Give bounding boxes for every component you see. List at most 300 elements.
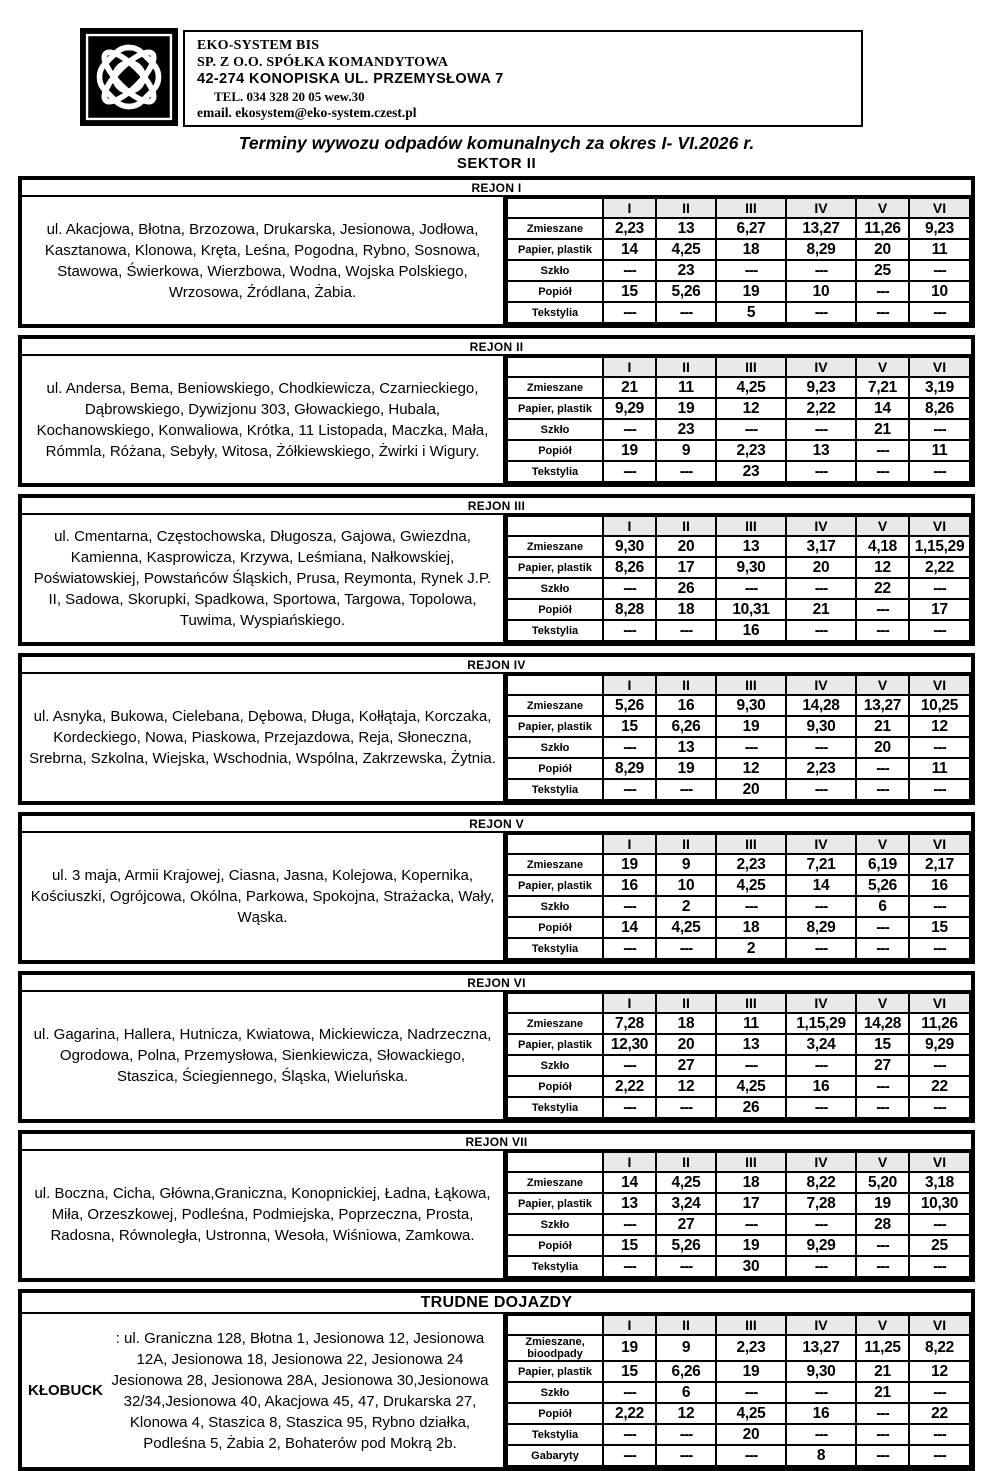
value-cell: 6	[656, 1382, 716, 1403]
value-cell: 2,22	[603, 1403, 656, 1424]
value-cell: 4,25	[656, 1172, 716, 1193]
value-cell-empty: ---	[856, 302, 909, 323]
schedule-row-szk-o	[507, 1382, 970, 1403]
month-header-cell: IV	[786, 198, 856, 218]
value-cell: 22	[909, 1076, 970, 1097]
sections-container	[18, 176, 975, 1471]
street-list: ul. 3 maja, Armii Krajowej, Ciasna, Jasna, Kolejowa, Kopernika, Kościuszki, Ogrójcowa, Okólna, Parkowa, Spokojna, Strażacka, Wały, Wąska.	[22, 833, 506, 960]
section-rejon-ii	[18, 335, 975, 487]
value-cell-empty: ---	[856, 758, 909, 779]
value-cell-empty: ---	[656, 302, 716, 323]
value-cell: 16	[909, 875, 970, 896]
row-label: Tekstylia	[507, 620, 603, 641]
value-cell: 9,30	[716, 557, 786, 578]
value-cell: 18	[656, 599, 716, 620]
value-cell: 26	[656, 578, 716, 599]
month-header-cell: V	[856, 675, 909, 695]
row-label: Tekstylia	[507, 1256, 603, 1277]
month-header-cell: IV	[786, 516, 856, 536]
value-cell: 2,23	[716, 854, 786, 875]
row-label: Papier, plastik	[507, 557, 603, 578]
value-cell-empty: ---	[716, 578, 786, 599]
value-cell-empty: ---	[909, 737, 970, 758]
month-header-row	[507, 1152, 970, 1172]
section-body	[22, 674, 971, 801]
value-cell-empty: ---	[856, 1235, 909, 1256]
value-cell: 13	[786, 440, 856, 461]
month-header-cell: II	[656, 993, 716, 1013]
value-cell: 3,24	[786, 1034, 856, 1055]
value-cell-empty: ---	[786, 1214, 856, 1235]
value-cell: 9	[656, 854, 716, 875]
row-label: Zmieszane	[507, 1172, 603, 1193]
value-cell: 17	[909, 599, 970, 620]
value-cell-empty: ---	[856, 1445, 909, 1466]
value-cell: 15	[856, 1034, 909, 1055]
value-cell: 21	[856, 1361, 909, 1382]
value-cell: 9,23	[786, 377, 856, 398]
schedule-row-papier-plastik	[507, 1193, 970, 1214]
value-cell: 10	[786, 281, 856, 302]
schedule-row-zmieszane-bioodpady	[507, 1335, 970, 1361]
month-header-cell: VI	[909, 1315, 970, 1335]
schedule-row-popi	[507, 1076, 970, 1097]
month-header-row	[507, 993, 970, 1013]
month-header-cell: VI	[909, 516, 970, 536]
section-title: REJON II	[22, 339, 971, 356]
celtic-knot-icon	[75, 28, 183, 126]
value-cell: 11,25	[856, 1335, 909, 1361]
value-cell: 5,26	[656, 281, 716, 302]
value-cell-empty: ---	[786, 419, 856, 440]
value-cell-empty: ---	[786, 779, 856, 800]
value-cell: 14	[786, 875, 856, 896]
row-label: Zmieszane, bioodpady	[507, 1335, 603, 1361]
value-cell: 4,25	[656, 239, 716, 260]
value-cell-empty: ---	[909, 1256, 970, 1277]
value-cell: 21	[603, 377, 656, 398]
value-cell-empty: ---	[856, 1256, 909, 1277]
month-header-cell: III	[716, 675, 786, 695]
month-header-row	[507, 516, 970, 536]
month-header-cell: IV	[786, 1152, 856, 1172]
schedule-row-popi	[507, 1403, 970, 1424]
schedule-table	[506, 515, 971, 642]
row-label: Popiół	[507, 281, 603, 302]
value-cell: 8,26	[603, 557, 656, 578]
value-cell: 3,18	[909, 1172, 970, 1193]
corner-cell	[507, 834, 603, 854]
section-title: REJON V	[22, 816, 971, 833]
schedule-row-szk-o	[507, 896, 970, 917]
value-cell-empty: ---	[856, 1097, 909, 1118]
row-label: Popiół	[507, 440, 603, 461]
schedule-row-papier-plastik	[507, 398, 970, 419]
value-cell: 15	[603, 281, 656, 302]
row-label: Gabaryty	[507, 1445, 603, 1466]
value-cell-empty: ---	[909, 419, 970, 440]
value-cell-empty: ---	[786, 578, 856, 599]
value-cell-empty: ---	[716, 1445, 786, 1466]
value-cell: 30	[716, 1256, 786, 1277]
corner-cell	[507, 675, 603, 695]
street-list: ul. Gagarina, Hallera, Hutnicza, Kwiatowa, Mickiewicza, Nadrzeczna, Ogrodowa, Polna, Przemysłowa, Sienkiewicza, Słowackiego, Staszica, Ściegiennego, Śląska, Wieluńska.	[22, 992, 506, 1119]
value-cell: 15	[603, 716, 656, 737]
row-label: Papier, plastik	[507, 1034, 603, 1055]
value-cell: 22	[909, 1403, 970, 1424]
month-header-cell: III	[716, 1315, 786, 1335]
row-label: Tekstylia	[507, 1424, 603, 1445]
value-cell-empty: ---	[656, 1445, 716, 1466]
value-cell: 7,21	[786, 854, 856, 875]
value-cell-empty: ---	[856, 440, 909, 461]
schedule-row-tekstylia	[507, 1256, 970, 1277]
value-cell: 20	[716, 1424, 786, 1445]
schedule-row-gabaryty	[507, 1445, 970, 1466]
value-cell: 6,26	[656, 1361, 716, 1382]
value-cell: 15	[603, 1235, 656, 1256]
value-cell-empty: ---	[603, 1097, 656, 1118]
schedule-row-papier-plastik	[507, 239, 970, 260]
value-cell: 10,25	[909, 695, 970, 716]
value-cell-empty: ---	[716, 1055, 786, 1076]
value-cell: 10,31	[716, 599, 786, 620]
value-cell-empty: ---	[603, 1055, 656, 1076]
value-cell: 9,29	[909, 1034, 970, 1055]
row-label: Zmieszane	[507, 218, 603, 239]
month-header-row	[507, 198, 970, 218]
value-cell: 8,29	[603, 758, 656, 779]
value-cell: 2,23	[786, 758, 856, 779]
schedule-row-papier-plastik	[507, 1034, 970, 1055]
value-cell: 23	[716, 461, 786, 482]
value-cell-empty: ---	[909, 779, 970, 800]
value-cell: 23	[656, 260, 716, 281]
row-label: Szkło	[507, 1214, 603, 1235]
row-label: Tekstylia	[507, 302, 603, 323]
schedule-row-szk-o	[507, 1214, 970, 1235]
value-cell: 18	[716, 917, 786, 938]
section-body	[22, 1314, 971, 1467]
value-cell: 5,26	[603, 695, 656, 716]
value-cell: 9,30	[603, 536, 656, 557]
value-cell: 12	[716, 758, 786, 779]
month-header-cell: I	[603, 834, 656, 854]
value-cell: 1,15,29	[786, 1013, 856, 1034]
value-cell: 3,24	[656, 1193, 716, 1214]
section-rejon-v	[18, 812, 975, 964]
value-cell-empty: ---	[856, 1076, 909, 1097]
row-label: Szkło	[507, 260, 603, 281]
value-cell: 2,22	[786, 398, 856, 419]
value-cell-empty: ---	[856, 1424, 909, 1445]
row-label: Tekstylia	[507, 1097, 603, 1118]
value-cell: 11	[909, 758, 970, 779]
month-header-cell: III	[716, 993, 786, 1013]
value-cell-empty: ---	[909, 1424, 970, 1445]
value-cell: 16	[603, 875, 656, 896]
value-cell-empty: ---	[716, 1214, 786, 1235]
section-body	[22, 197, 971, 324]
value-cell: 2,22	[603, 1076, 656, 1097]
section-title: REJON III	[22, 498, 971, 515]
value-cell: 12	[656, 1076, 716, 1097]
section-body	[22, 833, 971, 960]
value-cell-empty: ---	[603, 1424, 656, 1445]
value-cell: 15	[603, 1361, 656, 1382]
value-cell-empty: ---	[786, 1256, 856, 1277]
schedule-table	[506, 833, 971, 960]
value-cell: 5,26	[856, 875, 909, 896]
value-cell: 21	[856, 1382, 909, 1403]
month-header-cell: I	[603, 516, 656, 536]
section-title: REJON IV	[22, 657, 971, 674]
schedule-table	[506, 1314, 971, 1467]
company-logo	[75, 28, 183, 126]
value-cell: 10,30	[909, 1193, 970, 1214]
value-cell: 11,26	[909, 1013, 970, 1034]
value-cell-empty: ---	[786, 938, 856, 959]
value-cell: 7,28	[603, 1013, 656, 1034]
row-label: Papier, plastik	[507, 1361, 603, 1382]
value-cell: 2	[716, 938, 786, 959]
value-cell-empty: ---	[603, 1214, 656, 1235]
row-label: Papier, plastik	[507, 716, 603, 737]
schedule-row-tekstylia	[507, 1424, 970, 1445]
month-header-row	[507, 675, 970, 695]
section-body	[22, 992, 971, 1119]
value-cell: 26	[716, 1097, 786, 1118]
row-label: Papier, plastik	[507, 239, 603, 260]
value-cell-empty: ---	[716, 260, 786, 281]
section-title: TRUDNE DOJAZDY	[22, 1293, 971, 1314]
value-cell: 12,30	[603, 1034, 656, 1055]
value-cell-empty: ---	[786, 302, 856, 323]
row-label: Popiół	[507, 1403, 603, 1424]
corner-cell	[507, 516, 603, 536]
row-label: Szkło	[507, 1055, 603, 1076]
value-cell: 14	[603, 239, 656, 260]
row-label: Papier, plastik	[507, 1193, 603, 1214]
value-cell: 19	[856, 1193, 909, 1214]
value-cell: 14	[856, 398, 909, 419]
value-cell-empty: ---	[603, 419, 656, 440]
value-cell-empty: ---	[716, 419, 786, 440]
value-cell: 19	[603, 854, 656, 875]
value-cell-empty: ---	[909, 461, 970, 482]
row-label: Tekstylia	[507, 461, 603, 482]
section-trudne-dojazdy	[18, 1289, 975, 1471]
month-header-cell: III	[716, 357, 786, 377]
schedule-row-tekstylia	[507, 1097, 970, 1118]
value-cell: 25	[909, 1235, 970, 1256]
value-cell: 8,26	[909, 398, 970, 419]
value-cell: 11	[656, 377, 716, 398]
value-cell: 3,19	[909, 377, 970, 398]
month-header-cell: II	[656, 1315, 716, 1335]
schedule-row-tekstylia	[507, 461, 970, 482]
schedule-row-tekstylia	[507, 620, 970, 641]
value-cell: 13	[656, 737, 716, 758]
value-cell-empty: ---	[603, 578, 656, 599]
value-cell: 13,27	[786, 1335, 856, 1361]
company-phone: TEL. 034 328 20 05 wew.30	[214, 88, 365, 104]
value-cell: 8,29	[786, 239, 856, 260]
value-cell: 2	[656, 896, 716, 917]
value-cell-empty: ---	[603, 461, 656, 482]
value-cell-empty: ---	[909, 1445, 970, 1466]
month-header-row	[507, 357, 970, 377]
month-header-row	[507, 1315, 970, 1335]
month-header-cell: V	[856, 357, 909, 377]
value-cell-empty: ---	[656, 1256, 716, 1277]
value-cell: 8,22	[909, 1335, 970, 1361]
schedule-row-szk-o	[507, 419, 970, 440]
schedule-row-tekstylia	[507, 302, 970, 323]
value-cell: 11	[909, 239, 970, 260]
month-header-cell: II	[656, 834, 716, 854]
value-cell-empty: ---	[603, 896, 656, 917]
schedule-row-zmieszane	[507, 536, 970, 557]
row-label: Papier, plastik	[507, 875, 603, 896]
month-header-cell: VI	[909, 675, 970, 695]
value-cell: 12	[716, 398, 786, 419]
value-cell-empty: ---	[656, 779, 716, 800]
value-cell-empty: ---	[603, 302, 656, 323]
row-label: Popiół	[507, 917, 603, 938]
row-label: Tekstylia	[507, 938, 603, 959]
schedule-row-popi	[507, 440, 970, 461]
company-name: EKO-SYSTEM BIS	[197, 38, 320, 53]
value-cell-empty: ---	[856, 779, 909, 800]
row-label: Szkło	[507, 1382, 603, 1403]
value-cell: 12	[856, 557, 909, 578]
value-cell-empty: ---	[909, 1214, 970, 1235]
value-cell-empty: ---	[856, 599, 909, 620]
value-cell-empty: ---	[856, 281, 909, 302]
value-cell: 18	[656, 1013, 716, 1034]
value-cell: 20	[856, 737, 909, 758]
value-cell: 19	[716, 1361, 786, 1382]
value-cell-empty: ---	[909, 302, 970, 323]
value-cell: 21	[786, 599, 856, 620]
schedule-row-popi	[507, 281, 970, 302]
value-cell-empty: ---	[603, 1382, 656, 1403]
row-label: Papier, plastik	[507, 398, 603, 419]
schedule-row-zmieszane	[507, 854, 970, 875]
schedule-row-zmieszane	[507, 218, 970, 239]
row-label: Szkło	[507, 896, 603, 917]
schedule-row-zmieszane	[507, 695, 970, 716]
value-cell: 19	[603, 1335, 656, 1361]
schedule-table	[506, 992, 971, 1119]
company-address: 42-274 KONOPISKA UL. PRZEMYSŁOWA 7	[197, 71, 504, 88]
row-label: Zmieszane	[507, 536, 603, 557]
value-cell-empty: ---	[909, 1055, 970, 1076]
value-cell: 17	[716, 1193, 786, 1214]
value-cell-empty: ---	[786, 620, 856, 641]
value-cell: 2,23	[716, 1335, 786, 1361]
value-cell: 2,22	[909, 557, 970, 578]
value-cell: 16	[656, 695, 716, 716]
value-cell: 10	[909, 281, 970, 302]
value-cell-empty: ---	[856, 938, 909, 959]
value-cell: 12	[656, 1403, 716, 1424]
value-cell-empty: ---	[603, 1445, 656, 1466]
schedule-row-zmieszane	[507, 1172, 970, 1193]
value-cell: 20	[716, 779, 786, 800]
value-cell-empty: ---	[656, 938, 716, 959]
value-cell-empty: ---	[856, 1403, 909, 1424]
value-cell-empty: ---	[603, 260, 656, 281]
value-cell: 8,28	[603, 599, 656, 620]
month-header-cell: II	[656, 516, 716, 536]
month-header-cell: I	[603, 1152, 656, 1172]
value-cell: 9,30	[786, 716, 856, 737]
schedule-row-zmieszane	[507, 377, 970, 398]
value-cell: 12	[909, 1361, 970, 1382]
value-cell: 19	[656, 758, 716, 779]
street-list: ul. Akacjowa, Błotna, Brzozowa, Drukarska, Jesionowa, Jodłowa, Kasztanowa, Klonowa, Kręta, Leśna, Pogodna, Rybno, Sosnowa, Stawowa, Świerkowa, Wierzbowa, Wodna, Wojska Polskiego, Wrzosowa, Źródlana, Żabia.	[22, 197, 506, 324]
value-cell: 16	[786, 1403, 856, 1424]
section-title: REJON VII	[22, 1134, 971, 1151]
month-header-cell: III	[716, 834, 786, 854]
value-cell: 9,30	[716, 695, 786, 716]
value-cell-empty: ---	[856, 461, 909, 482]
month-header-cell: V	[856, 993, 909, 1013]
value-cell: 13,27	[786, 218, 856, 239]
month-header-cell: IV	[786, 993, 856, 1013]
value-cell: 8,29	[786, 917, 856, 938]
row-label: Zmieszane	[507, 377, 603, 398]
value-cell: 9,30	[786, 1361, 856, 1382]
page-title: Terminy wywozu odpadów komunalnych za okres I- VI.2026 r.	[238, 133, 755, 154]
value-cell: 19	[603, 440, 656, 461]
value-cell: 16	[716, 620, 786, 641]
month-header-cell: II	[656, 1152, 716, 1172]
value-cell: 2,23	[716, 440, 786, 461]
value-cell: 19	[716, 281, 786, 302]
schedule-row-tekstylia	[507, 779, 970, 800]
value-cell: 6,26	[656, 716, 716, 737]
value-cell: 5	[716, 302, 786, 323]
value-cell: 2,17	[909, 854, 970, 875]
value-cell: 5,20	[856, 1172, 909, 1193]
value-cell: 14	[603, 1172, 656, 1193]
section-rejon-iii	[18, 494, 975, 646]
month-header-row	[507, 834, 970, 854]
schedule-row-zmieszane	[507, 1013, 970, 1034]
value-cell: 12	[909, 716, 970, 737]
value-cell-empty: ---	[786, 1097, 856, 1118]
value-cell: 11	[909, 440, 970, 461]
value-cell-empty: ---	[656, 1097, 716, 1118]
section-title: REJON I	[22, 180, 971, 197]
value-cell: 7,21	[856, 377, 909, 398]
corner-cell	[507, 1315, 603, 1335]
value-cell: 8,22	[786, 1172, 856, 1193]
value-cell-empty: ---	[909, 938, 970, 959]
row-label: Szkło	[507, 578, 603, 599]
month-header-cell: IV	[786, 1315, 856, 1335]
value-cell: 19	[716, 716, 786, 737]
corner-cell	[507, 198, 603, 218]
value-cell: 16	[786, 1076, 856, 1097]
value-cell-empty: ---	[603, 737, 656, 758]
value-cell: 9	[656, 440, 716, 461]
row-label: Popiół	[507, 758, 603, 779]
value-cell: 3,17	[786, 536, 856, 557]
